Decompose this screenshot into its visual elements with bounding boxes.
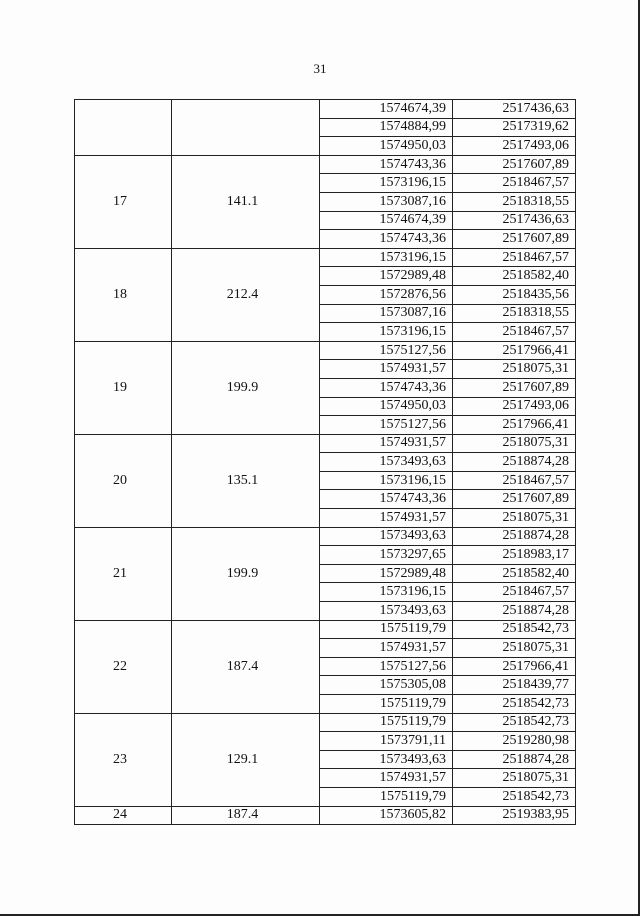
x-coordinate-cell: 1575119,79: [320, 713, 453, 732]
y-coordinate-cell: 2518467,57: [453, 248, 576, 267]
table-row: [75, 713, 576, 732]
y-coordinate-cell: 2518318,55: [453, 192, 576, 211]
y-coordinate-cell: 2518467,57: [453, 174, 576, 193]
x-coordinate-cell: 1573196,15: [320, 248, 453, 267]
x-coordinate-cell: 1575119,79: [320, 695, 453, 714]
x-coordinate-cell: 1574674,39: [320, 211, 453, 230]
x-coordinate-cell: 1574743,36: [320, 378, 453, 397]
y-coordinate-cell: 2519383,95: [453, 806, 576, 825]
x-coordinate-cell: 1572989,48: [320, 564, 453, 583]
area-cell: 187.4: [172, 806, 320, 825]
area-cell: 141.1: [172, 155, 320, 248]
y-coordinate-cell: 2518542,73: [453, 695, 576, 714]
x-coordinate-cell: 1574931,57: [320, 360, 453, 379]
area-cell: 199.9: [172, 341, 320, 434]
coordinates-table: [74, 99, 576, 825]
plot-number-cell: 19: [75, 341, 172, 434]
area-cell: 199.9: [172, 527, 320, 620]
x-coordinate-cell: 1574674,39: [320, 100, 453, 119]
area-cell: 212.4: [172, 248, 320, 341]
y-coordinate-cell: 2518439,77: [453, 676, 576, 695]
y-coordinate-cell: 2517966,41: [453, 657, 576, 676]
x-coordinate-cell: 1573493,63: [320, 527, 453, 546]
y-coordinate-cell: 2517436,63: [453, 211, 576, 230]
table-row: [75, 806, 576, 825]
y-coordinate-cell: 2517607,89: [453, 490, 576, 509]
table-row: [75, 434, 576, 453]
x-coordinate-cell: 1575127,56: [320, 416, 453, 435]
table-row: [75, 248, 576, 267]
y-coordinate-cell: 2517966,41: [453, 416, 576, 435]
y-coordinate-cell: 2518874,28: [453, 602, 576, 621]
plot-number-cell: 17: [75, 155, 172, 248]
x-coordinate-cell: 1573493,63: [320, 750, 453, 769]
x-coordinate-cell: 1573196,15: [320, 174, 453, 193]
area-cell: 187.4: [172, 620, 320, 713]
y-coordinate-cell: 2518075,31: [453, 769, 576, 788]
x-coordinate-cell: 1575119,79: [320, 787, 453, 806]
y-coordinate-cell: 2519280,98: [453, 732, 576, 751]
y-coordinate-cell: 2518874,28: [453, 453, 576, 472]
x-coordinate-cell: 1574950,03: [320, 397, 453, 416]
y-coordinate-cell: 2518983,17: [453, 546, 576, 565]
x-coordinate-cell: 1573605,82: [320, 806, 453, 825]
x-coordinate-cell: 1574950,03: [320, 137, 453, 156]
page-number: 31: [313, 61, 327, 76]
table-row: [75, 341, 576, 360]
x-coordinate-cell: 1573087,16: [320, 192, 453, 211]
y-coordinate-cell: 2518435,56: [453, 285, 576, 304]
y-coordinate-cell: 2518075,31: [453, 434, 576, 453]
x-coordinate-cell: 1574743,36: [320, 490, 453, 509]
table-row: [75, 527, 576, 546]
plot-number-cell: 18: [75, 248, 172, 341]
y-coordinate-cell: 2518075,31: [453, 360, 576, 379]
plot-number-cell: 20: [75, 434, 172, 527]
x-coordinate-cell: 1573791,11: [320, 732, 453, 751]
y-coordinate-cell: 2518874,28: [453, 527, 576, 546]
y-coordinate-cell: 2518542,73: [453, 620, 576, 639]
plot-number-cell: 22: [75, 620, 172, 713]
x-coordinate-cell: 1573196,15: [320, 471, 453, 490]
plot-number-cell: [75, 100, 172, 156]
area-cell: [172, 100, 320, 156]
x-coordinate-cell: 1574743,36: [320, 155, 453, 174]
table-row: [75, 620, 576, 639]
y-coordinate-cell: 2518467,57: [453, 583, 576, 602]
x-coordinate-cell: 1573196,15: [320, 323, 453, 342]
x-coordinate-cell: 1573196,15: [320, 583, 453, 602]
x-coordinate-cell: 1573493,63: [320, 602, 453, 621]
x-coordinate-cell: 1573493,63: [320, 453, 453, 472]
y-coordinate-cell: 2518075,31: [453, 509, 576, 528]
plot-number-cell: 23: [75, 713, 172, 806]
y-coordinate-cell: 2517493,06: [453, 397, 576, 416]
x-coordinate-cell: 1572989,48: [320, 267, 453, 286]
area-cell: 135.1: [172, 434, 320, 527]
y-coordinate-cell: 2518467,57: [453, 471, 576, 490]
y-coordinate-cell: 2517436,63: [453, 100, 576, 119]
x-coordinate-cell: 1572876,56: [320, 285, 453, 304]
y-coordinate-cell: 2517607,89: [453, 155, 576, 174]
y-coordinate-cell: 2518582,40: [453, 267, 576, 286]
x-coordinate-cell: 1574931,57: [320, 769, 453, 788]
plot-number-cell: 24: [75, 806, 172, 825]
x-coordinate-cell: 1573297,65: [320, 546, 453, 565]
x-coordinate-cell: 1575119,79: [320, 620, 453, 639]
area-cell: 129.1: [172, 713, 320, 806]
y-coordinate-cell: 2517966,41: [453, 341, 576, 360]
y-coordinate-cell: 2517493,06: [453, 137, 576, 156]
x-coordinate-cell: 1574743,36: [320, 230, 453, 249]
plot-number-cell: 21: [75, 527, 172, 620]
x-coordinate-cell: 1574931,57: [320, 434, 453, 453]
x-coordinate-cell: 1575127,56: [320, 657, 453, 676]
y-coordinate-cell: 2518542,73: [453, 787, 576, 806]
y-coordinate-cell: 2518467,57: [453, 323, 576, 342]
y-coordinate-cell: 2518075,31: [453, 639, 576, 658]
y-coordinate-cell: 2518582,40: [453, 564, 576, 583]
x-coordinate-cell: 1574931,57: [320, 639, 453, 658]
x-coordinate-cell: 1574884,99: [320, 118, 453, 137]
coordinates-table-body: [75, 100, 576, 825]
x-coordinate-cell: 1575305,08: [320, 676, 453, 695]
table-row: [75, 100, 576, 119]
table-row: [75, 155, 576, 174]
y-coordinate-cell: 2517319,62: [453, 118, 576, 137]
x-coordinate-cell: 1575127,56: [320, 341, 453, 360]
y-coordinate-cell: 2518874,28: [453, 750, 576, 769]
y-coordinate-cell: 2517607,89: [453, 230, 576, 249]
x-coordinate-cell: 1574931,57: [320, 509, 453, 528]
y-coordinate-cell: 2518542,73: [453, 713, 576, 732]
x-coordinate-cell: 1573087,16: [320, 304, 453, 323]
y-coordinate-cell: 2517607,89: [453, 378, 576, 397]
y-coordinate-cell: 2518318,55: [453, 304, 576, 323]
